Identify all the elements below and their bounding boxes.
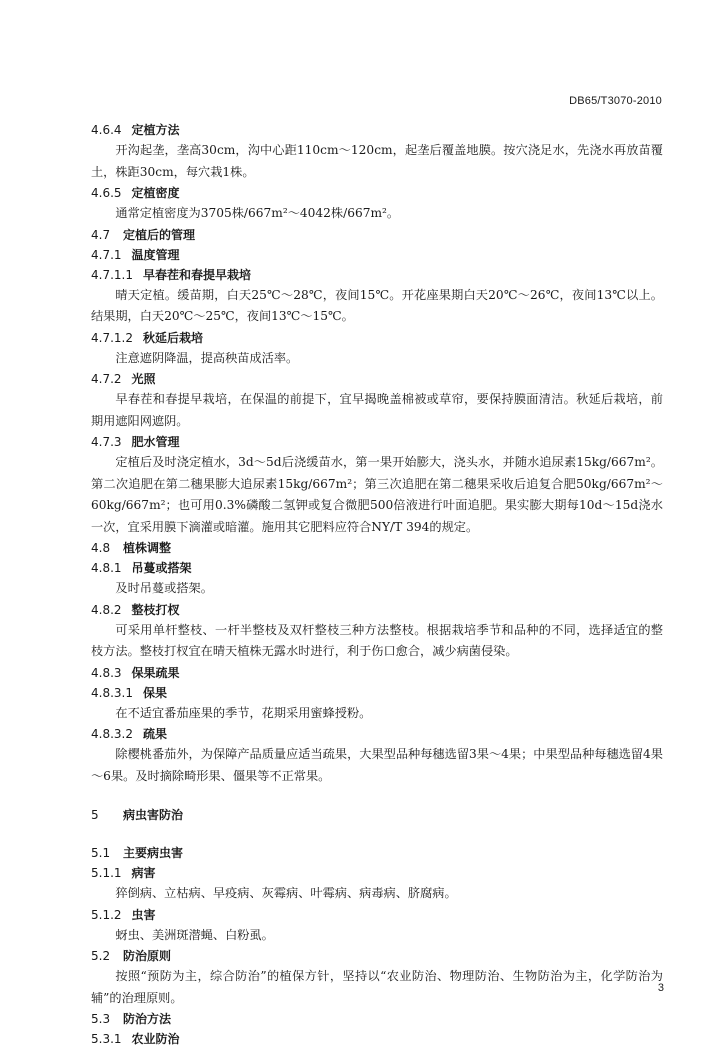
section-title: 定植方法	[131, 123, 180, 137]
paragraph: 注意遮阴降温，提高秧苗成活率。	[115, 350, 299, 365]
section-title: 主要病虫害	[123, 846, 184, 860]
document-body	[91, 120, 663, 1049]
section-title: 植株调整	[123, 541, 172, 555]
section-title: 肥水管理	[131, 435, 180, 449]
section-heading	[91, 432, 663, 452]
section-heading	[91, 369, 663, 389]
section-heading	[91, 265, 663, 285]
section-title: 秋延后栽培	[142, 330, 203, 345]
section-number: 4.7.1.1	[91, 267, 133, 282]
section-heading	[91, 1009, 663, 1029]
section-title: 整枝打杈	[131, 602, 180, 617]
paragraph: 可采用单杆整枝、一杆半整枝及双杆整枝三种方法整枝。根据栽培季节和品种的不同，选择适宜的整枝方法。整枝打杈宜在晴天植株无露水时进行，利于伤口愈合，减少病菌侵染。	[91, 622, 663, 658]
paragraph: 开沟起垄，垄高30cm，沟中心距110cm～120cm，起垄后覆盖地膜。按穴浇足水，先浇水再放苗覆土，株距30cm，每穴栽1株。	[91, 143, 663, 179]
section-title: 定植密度	[131, 186, 180, 200]
section-heading	[91, 225, 663, 245]
section-title: 温度管理	[131, 247, 180, 262]
section-title: 农业防治	[131, 1032, 180, 1046]
section-heading	[91, 120, 663, 140]
section-number: 5.3.1	[91, 1032, 122, 1046]
section-number: 5.1.1	[91, 866, 122, 880]
section-heading	[91, 724, 663, 744]
section-title: 光照	[131, 372, 156, 386]
section-title: 病害	[131, 866, 156, 880]
section-title: 吊蔓或搭架	[131, 561, 192, 575]
section-heading	[91, 600, 663, 620]
section-spacer	[91, 825, 663, 843]
section-heading	[91, 558, 663, 578]
section-heading	[91, 863, 663, 883]
section-number: 4.6.5	[91, 186, 122, 200]
section-number: 5.3	[91, 1012, 111, 1026]
section-title: 疏果	[142, 727, 167, 741]
section-number: 4.8.3.1	[91, 685, 133, 700]
section-title: 定植后的管理	[123, 227, 196, 242]
section-title: 保果疏果	[131, 665, 180, 680]
page-number: 3	[657, 982, 664, 994]
section-heading	[91, 183, 663, 203]
section-title: 防治方法	[123, 1012, 172, 1026]
section-number: 5.1.2	[91, 907, 122, 922]
section-spacer	[91, 787, 663, 805]
paragraph: 晴天定植。缓苗期，白天25℃～28℃，夜间15℃。开花座果期白天20℃～26℃，夜间13℃以上。结果期，白天20℃～25℃，夜间13℃～15℃。	[91, 287, 663, 323]
section-heading	[91, 663, 663, 683]
section-number: 4.7.1.2	[91, 330, 133, 345]
paragraph: 蚜虫、美洲斑潜蝇、白粉虱。	[115, 927, 274, 942]
section-heading	[91, 905, 663, 925]
section-heading	[91, 1029, 663, 1049]
section-number: 4.8.3.2	[91, 727, 133, 741]
paragraph: 除樱桃番茄外，为保障产品质量应适当疏果，大果型品种每穗选留3果～4果；中果型品种每穗选留4果～6果。及时摘除畸形果、僵果等不正常果。	[91, 747, 663, 783]
section-number: 4.6.4	[91, 123, 122, 137]
section-heading	[91, 538, 663, 558]
section-title: 虫害	[131, 907, 156, 922]
section-heading	[91, 328, 663, 348]
section-number: 4.8.1	[91, 561, 122, 575]
paragraph: 早春茬和春提早栽培，在保温的前提下，宜早揭晚盖棉被或草帘，要保持膜面清洁。秋延后栽培，前期用遮阳网遮阴。	[91, 392, 663, 428]
section-heading	[91, 805, 663, 825]
section-number: 5	[91, 808, 99, 822]
section-heading	[91, 843, 663, 863]
section-number: 4.7.2	[91, 372, 122, 386]
document-code: DB65/T3070-2010	[569, 95, 662, 107]
section-title: 早春茬和春提早栽培	[142, 267, 251, 282]
paragraph: 按照“预防为主，综合防治”的植保方针，坚持以“农业防治、物理防治、生物防治为主，化学防治为辅”的治理原则。	[91, 969, 663, 1005]
paragraph: 定植后及时浇定植水，3d～5d后浇缓苗水，第一果开始膨大，浇头水，并随水追尿素15kg/667m²。第二次追肥在第二穗果膨大追尿素15kg/667m²；第三次追肥在第二穗果采收后追复合肥50kg/667m²～60kg/667m²；也可用0.3%磷酸二氢钾或复合微肥500倍液进行叶面追肥。果实膨大期每10d～15d浇水一次，宜采用膜下滴灌或暗灌。施用其它肥料应符合NY/T 394的规定。	[91, 455, 663, 534]
section-title: 病虫害防治	[123, 808, 184, 822]
section-title: 保果	[142, 685, 167, 700]
section-number: 4.8.2	[91, 602, 122, 617]
section-title: 防治原则	[123, 949, 172, 963]
paragraph: 及时吊蔓或搭架。	[115, 581, 213, 595]
section-number: 4.7.3	[91, 435, 122, 449]
section-number: 5.2	[91, 949, 111, 963]
section-heading	[91, 946, 663, 966]
paragraph: 通常定植密度为3705株/667m²～4042株/667m²。	[115, 206, 400, 220]
section-number: 5.1	[91, 846, 111, 860]
paragraph: 猝倒病、立枯病、早疫病、灰霉病、叶霉病、病毒病、脐腐病。	[115, 886, 457, 900]
paragraph: 在不适宜番茄座果的季节，花期采用蜜蜂授粉。	[115, 705, 372, 720]
section-heading	[91, 245, 663, 265]
section-number: 4.8.3	[91, 665, 122, 680]
section-heading	[91, 683, 663, 703]
section-number: 4.8	[91, 541, 111, 555]
section-number: 4.7	[91, 227, 111, 242]
section-number: 4.7.1	[91, 247, 122, 262]
